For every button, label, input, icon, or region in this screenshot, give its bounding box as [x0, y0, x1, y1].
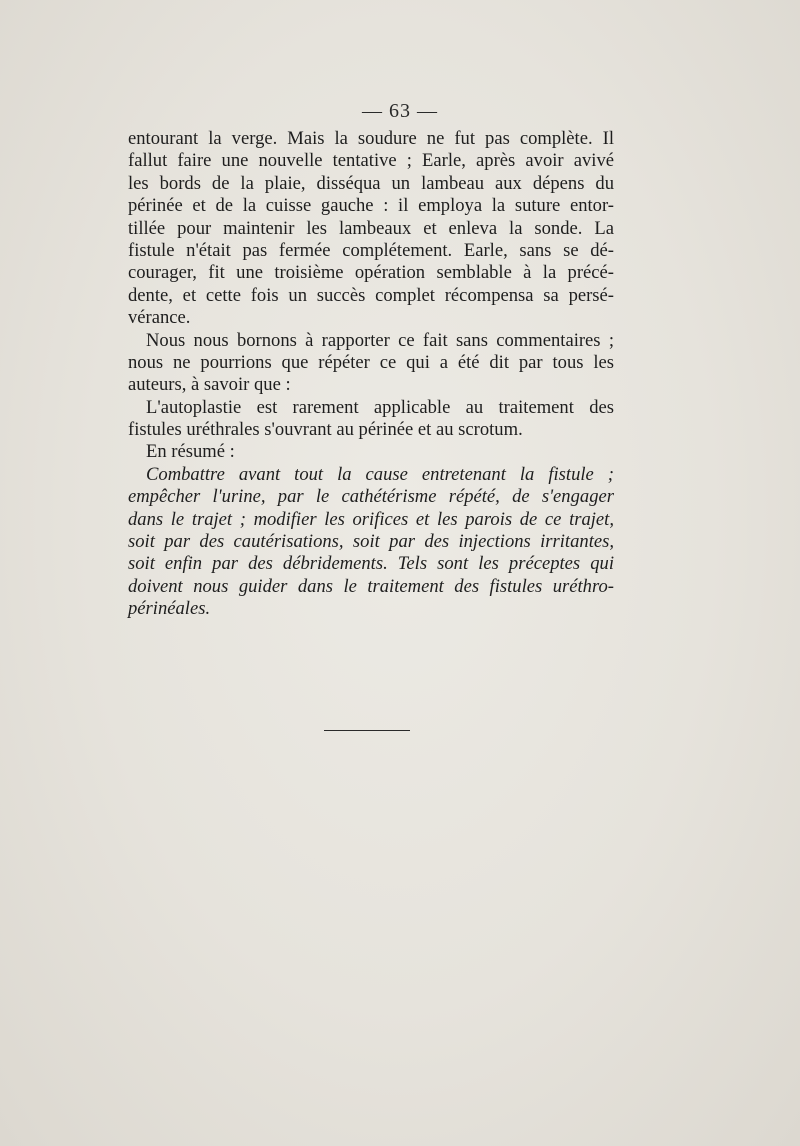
text-line: fallut faire une nouvelle tentative ; Earle, après avoir avivé [128, 150, 614, 172]
text-line: périnée et de la cuisse gauche : il employa la suture entor- [128, 195, 614, 217]
text-line: En résumé : [146, 441, 235, 463]
text-line: nous ne pourrions que répéter ce qui a été dit par tous les [128, 351, 614, 373]
section-divider [324, 730, 410, 731]
paragraph [128, 464, 614, 621]
text-line: auteurs, à savoir que : [128, 374, 291, 396]
text-line: fistule n'était pas fermée complétement. Earle, sans se dé- [128, 239, 614, 261]
page-number: — 63 — [362, 100, 438, 122]
text-line: entourant la verge. Mais la soudure ne fut pas complète. Il [128, 128, 614, 149]
text-line: périnéales. [128, 598, 211, 620]
text-line: dans le trajet ; modifier les orifices et les parois de ce trajet, [128, 508, 614, 530]
text-line: vérance. [128, 307, 191, 329]
text-line: L'autoplastie est rarement applicable au traitement des [146, 396, 614, 418]
paragraph [128, 128, 614, 330]
text-line: empêcher l'urine, par le cathétérisme répété, de s'engager [128, 486, 614, 508]
paragraph [128, 441, 614, 463]
text-line: dente, et cette fois un succès complet récompensa sa persé- [128, 284, 614, 306]
text-line: doivent nous guider dans le traitement des fistules uréthro- [128, 575, 614, 597]
text-line: tillée pour maintenir les lambeaux et enleva la sonde. La [128, 217, 614, 239]
text-line: soit enfin par des débridements. Tels sont les préceptes qui [128, 553, 614, 575]
text-line: fistules uréthrales s'ouvrant au périnée et au scrotum. [128, 419, 523, 441]
text-line: les bords de la plaie, disséqua un lambeau aux dépens du [128, 172, 614, 194]
text-line: Combattre avant tout la cause entretenant la fistule ; [146, 463, 614, 485]
body-text [128, 128, 614, 621]
text-line: Nous nous bornons à rapporter ce fait sans commentaires ; [146, 329, 614, 351]
paragraph [128, 397, 614, 442]
text-line: courager, fit une troisième opération semblable à la précé- [128, 262, 614, 284]
paragraph [128, 330, 614, 397]
text-line: soit par des cautérisations, soit par des injections irritantes, [128, 531, 614, 553]
